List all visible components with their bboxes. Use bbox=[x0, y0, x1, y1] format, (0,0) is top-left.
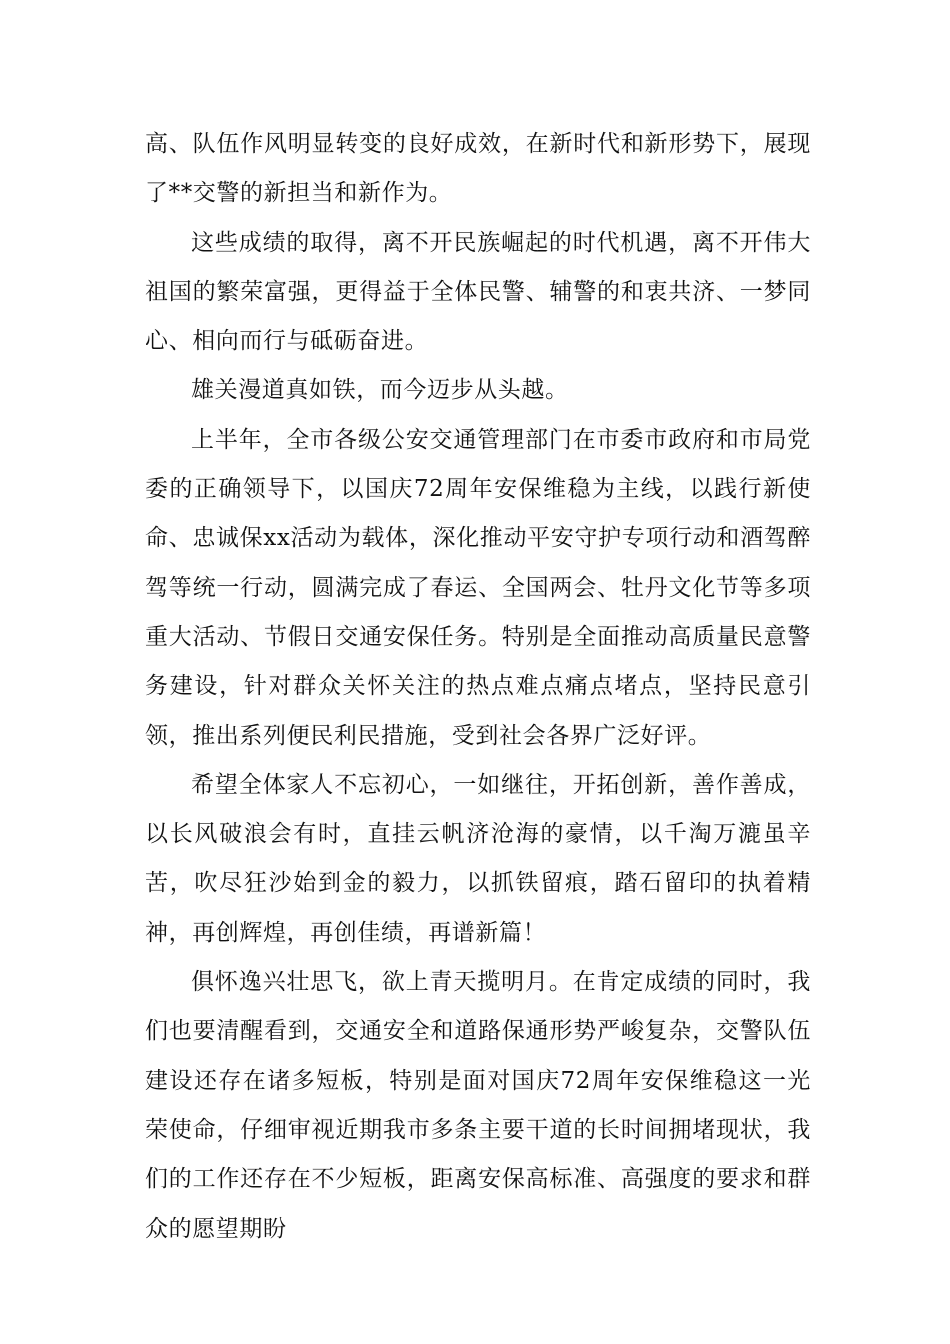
paragraph: 希望全体家人不忘初心，一如继往，开拓创新，善作善成，以长风破浪会有时，直挂云帆济沧海的豪情，以千淘万漉虽辛苦，吹尽狂沙始到金的毅力，以抓铁留痕，踏石留印的执着精神，再创辉煌，再创佳绩，再谱新篇！ bbox=[145, 771, 811, 946]
paragraph: 这些成绩的取得，离不开民族崛起的时代机遇，离不开伟大祖国的繁荣富强，更得益于全体民警、辅警的和衷共济、一梦同心、相向而行与砥砺奋进。 bbox=[145, 229, 811, 355]
paragraph-continued: 高、队伍作风明显转变的良好成效，在新时代和新形势下，展现了**交警的新担当和新作为。 bbox=[145, 131, 811, 207]
paragraph: 雄关漫道真如铁，而今迈步从头越。 bbox=[191, 377, 569, 404]
paragraph: 上半年，全市各级公安交通管理部门在市委市政府和市局党委的正确领导下，以国庆72周年安保维稳为主线，以践行新使命、忠诚保xx活动为载体，深化推动平安守护专项行动和酒驾醉驾等统一行动，圆满完成了春运、全国两会、牡丹文化节等多项重大活动、节假日交通安保任务。特别是全面推动高质量民意警务建设，针对群众关怀关注的热点难点痛点堵点，坚持民意引领，推出系列便民利民措施，受到社会各界广泛好评。 bbox=[145, 426, 811, 749]
paragraph: 俱怀逸兴壮思飞，欲上青天揽明月。在肯定成绩的同时，我们也要清醒看到，交通安全和道路保通形势严峻复杂，交警队伍建设还存在诸多短板，特别是面对国庆72周年安保维稳这一光荣使命，仔细审视近期我市多条主要干道的长时间拥堵现状，我们的工作还存在不少短板，距离安保高标准、高强度的要求和群众的愿望期盼 bbox=[145, 969, 811, 1242]
document-page bbox=[145, 120, 811, 1254]
